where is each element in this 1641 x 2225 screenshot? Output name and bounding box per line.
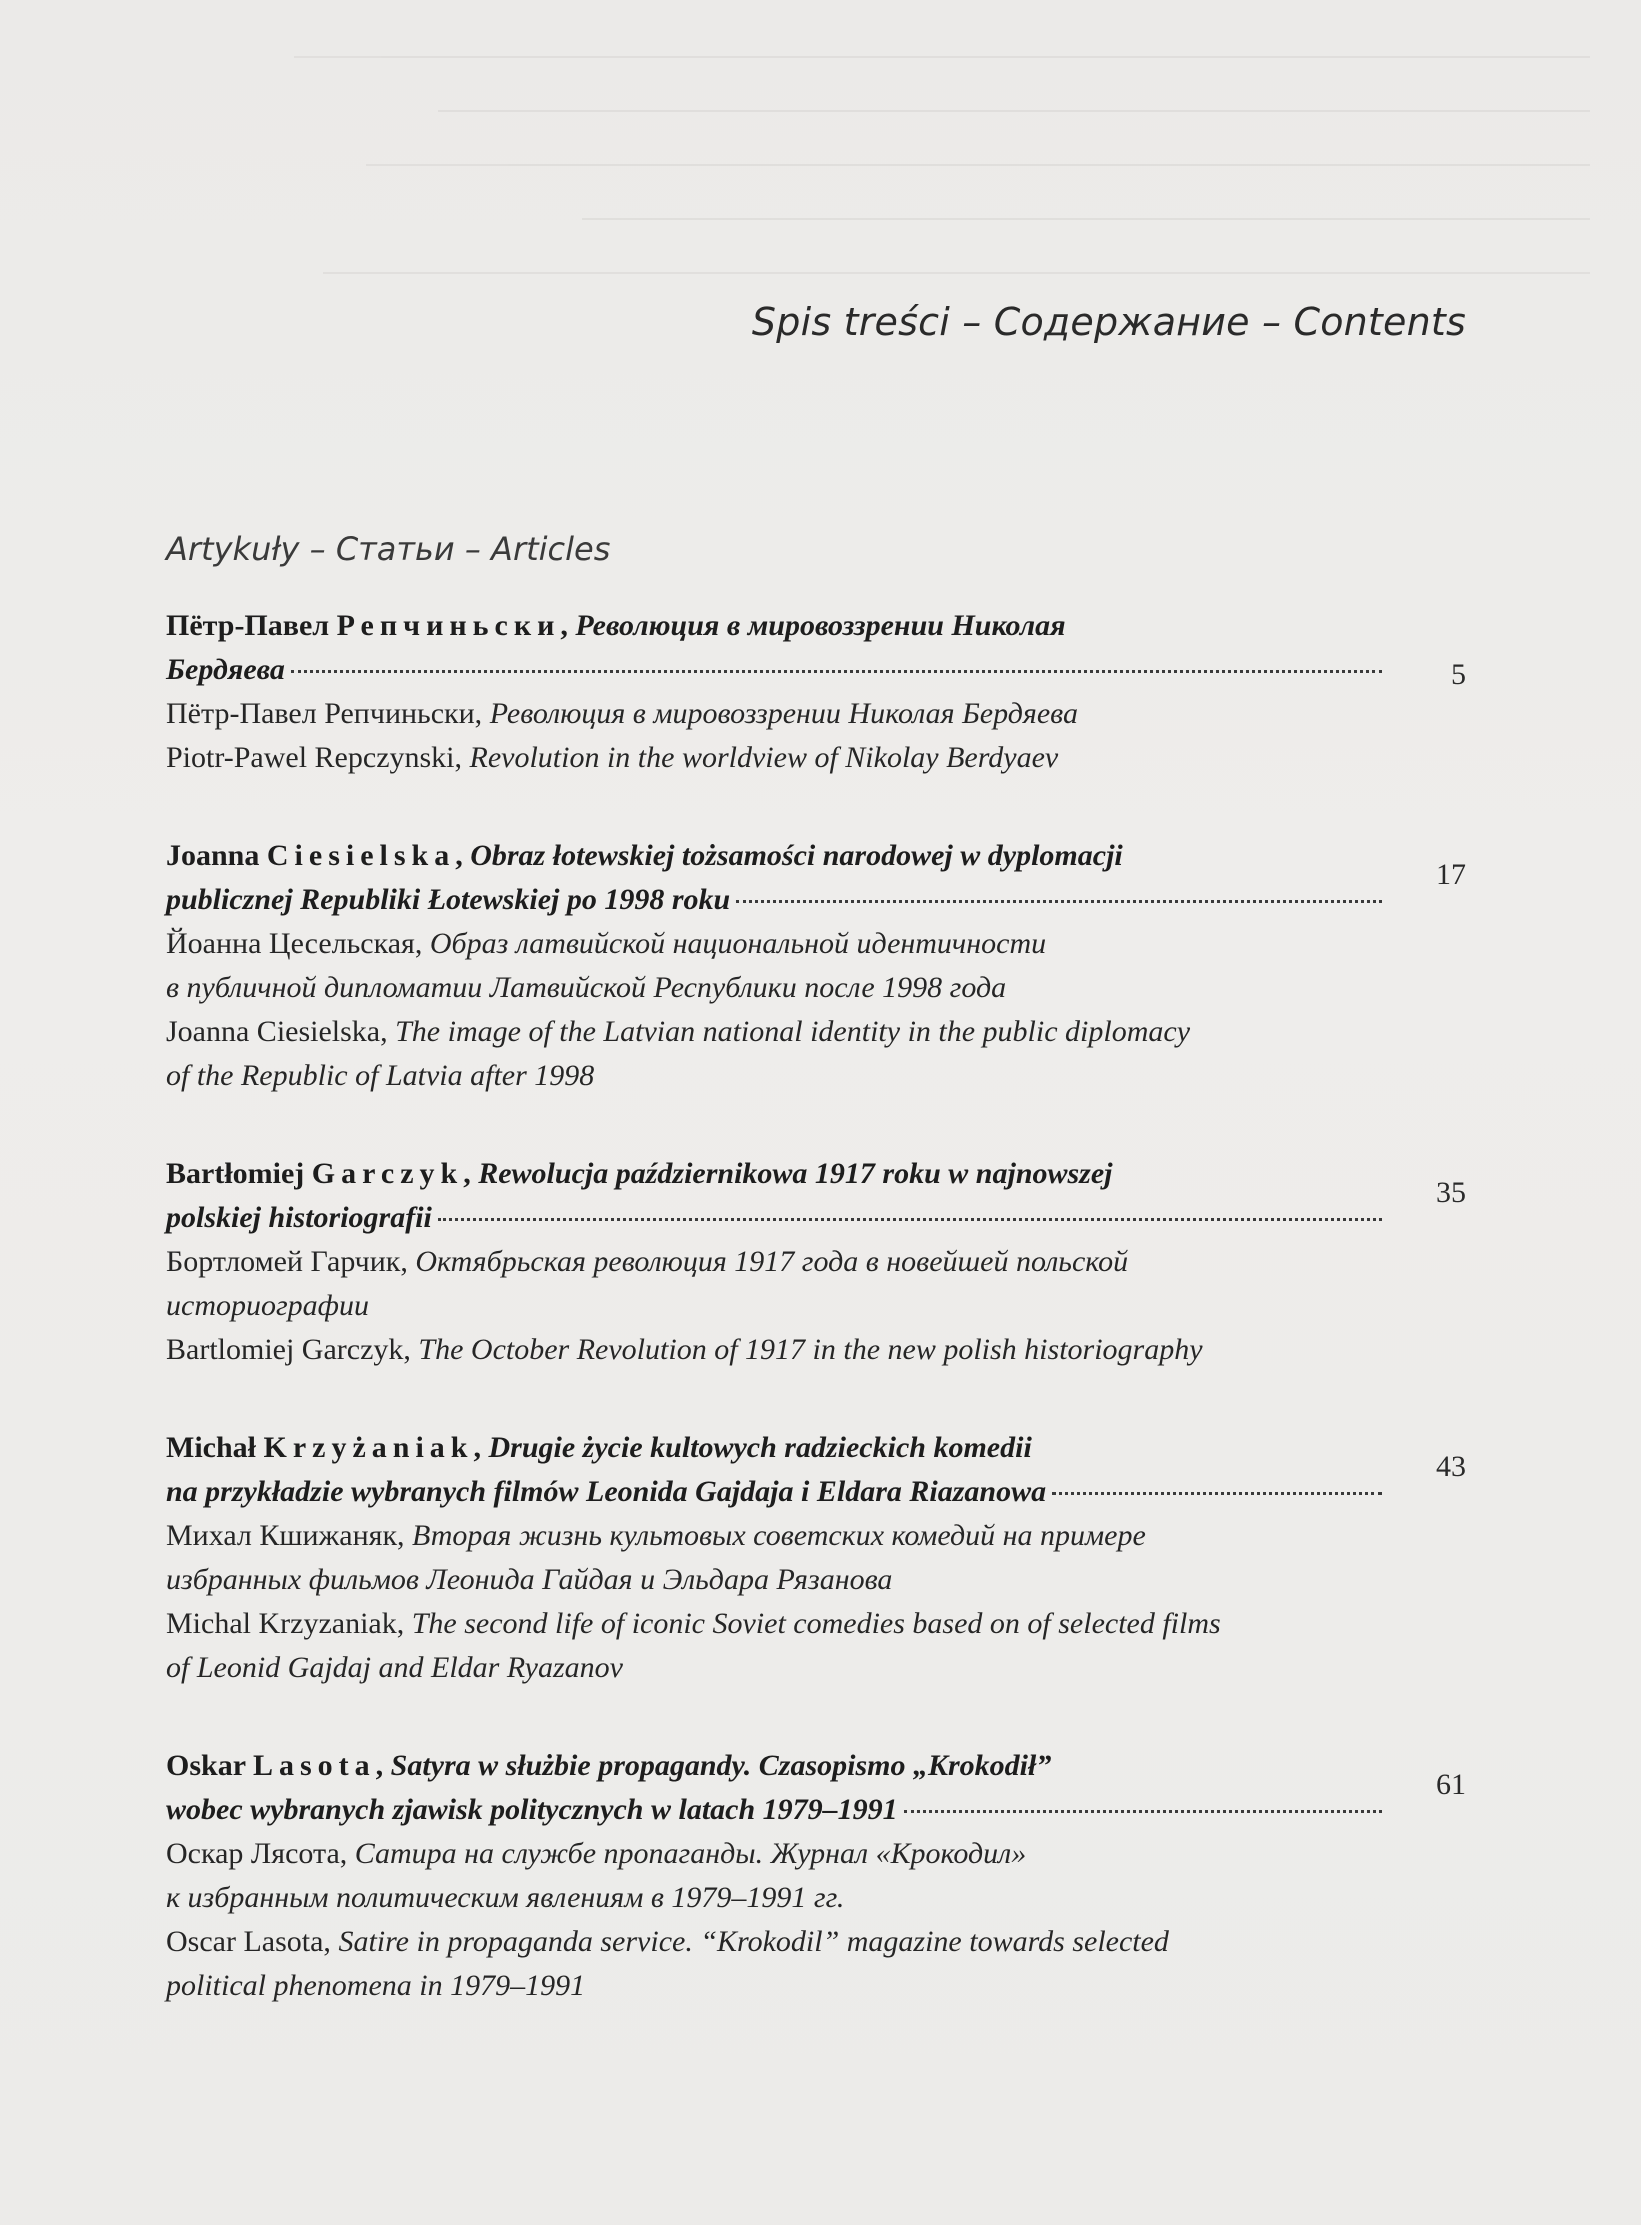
dot-leader — [438, 1218, 1382, 1221]
entry-title-line-2: wobec wybranych zjawisk politycznych w latach 1979–1991 — [166, 1793, 898, 1826]
translation-en: Piotr-Pawel Repczynski, Revolution in the worldview of Nikolay Berdyaev — [166, 741, 1059, 774]
entry-title-line-2: publicznej Republiki Łotewskiej po 1998 roku — [166, 883, 731, 916]
entry-title-line-1: Drugie życie kultowych radzieckich komedii — [488, 1431, 1032, 1464]
translation-ru: Оскар Лясота, Сатира на службе пропаганды. Журнал «Крокодил» — [166, 1837, 1027, 1870]
author-first: Пётр-Павел — [166, 609, 337, 642]
author-last: Lasota — [252, 1749, 376, 1782]
translation-ru: Бортломей Гарчик, Октябрьская революция 1917 года в новейшей польской — [166, 1245, 1129, 1278]
entry-heading: Joanna Ciesielska, Obraz łotewskiej tożsamości narodowej w dyplomacji — [166, 839, 1123, 872]
toc-entry[interactable] — [166, 1426, 1466, 1690]
author-last: Репчиньски — [336, 609, 561, 642]
entry-heading: Oskar Lasota, Satyra w służbie propagandy. Czasopismo „Krokodił” — [166, 1749, 1052, 1782]
translation-ru-line-2: историографии — [166, 1289, 369, 1322]
translation-en-line-2: of Leonid Gajdaj and Eldar Ryazanov — [166, 1651, 623, 1684]
section-heading: Artykuły – Статьи – Articles — [166, 530, 611, 568]
translation-en: Bartlomiej Garczyk, The October Revolution of 1917 in the new polish historiography — [166, 1333, 1203, 1366]
page-number: 17 — [1436, 858, 1466, 891]
page-number: 61 — [1436, 1768, 1466, 1801]
entry-title-line-2: polskiej historiografii — [166, 1201, 432, 1234]
translation-ru: Пётр-Павел Репчиньски, Революция в мировоззрении Николая Бердяева — [166, 697, 1078, 730]
author-first: Oskar — [166, 1749, 253, 1782]
toc-entry[interactable] — [166, 834, 1466, 1098]
entry-title-line-1: Satyra w służbie propagandy. Czasopismo „Krokodił” — [390, 1749, 1052, 1782]
entry-heading: Bartłomiej Garczyk, Rewolucja październikowa 1917 roku w najnowszej — [166, 1157, 1113, 1190]
translation-ru: Йоанна Цесельская, Образ латвийской национальной идентичности — [166, 927, 1047, 960]
entry-title-line-1: Obraz łotewskiej tożsamości narodowej w dyplomacji — [470, 839, 1123, 872]
translation-ru: Михал Кшижаняк, Вторая жизнь культовых советских комедий на примере — [166, 1519, 1146, 1552]
toc-entry[interactable] — [166, 1744, 1466, 2008]
translation-ru-line-2: в публичной дипломатии Латвийской Республики после 1998 года — [166, 971, 1007, 1004]
dot-leader — [736, 900, 1382, 903]
page-number: 43 — [1436, 1450, 1466, 1483]
dot-leader — [291, 670, 1382, 673]
entry-title-line-2: na przykładzie wybranych filmów Leonida Gajdaja i Eldara Riazanowa — [166, 1475, 1047, 1508]
dot-leader — [904, 1810, 1382, 1813]
translation-en: Joanna Ciesielska, The image of the Latvian national identity in the public diplomacy — [166, 1015, 1191, 1048]
author-first: Bartłomiej — [166, 1157, 312, 1190]
bleed-through-texture — [150, 20, 1590, 500]
author-first: Michał — [166, 1431, 264, 1464]
translation-en-line-2: of the Republic of Latvia after 1998 — [166, 1059, 595, 1092]
page-number: 35 — [1436, 1176, 1466, 1209]
entry-title-line-1: Революция в мировоззрении Николая — [575, 609, 1066, 642]
toc-entry[interactable] — [166, 604, 1466, 780]
translation-en: Oscar Lasota, Satire in propaganda service. “Krokodil” magazine towards selected — [166, 1925, 1169, 1958]
author-last: Ciesielska — [266, 839, 456, 872]
author-first: Joanna — [166, 839, 267, 872]
translation-ru-line-2: к избранным политическим явлениям в 1979–1991 гг. — [166, 1881, 845, 1914]
translation-ru-line-2: избранных фильмов Леонида Гайдая и Эльдара Рязанова — [166, 1563, 893, 1596]
entry-title-line-1: Rewolucja październikowa 1917 roku w najnowszej — [478, 1157, 1113, 1190]
author-last: Krzyżaniak — [263, 1431, 474, 1464]
toc-list — [166, 604, 1466, 2008]
author-last: Garczyk — [311, 1157, 464, 1190]
page-number: 5 — [1451, 658, 1466, 691]
translation-en: Michal Krzyzaniak, The second life of iconic Soviet comedies based on of selected films — [166, 1607, 1221, 1640]
translation-en-line-2: political phenomena in 1979–1991 — [166, 1969, 586, 2002]
entry-heading: Пётр-Павел Репчиньски, Революция в мировоззрении Николая — [166, 609, 1066, 642]
entry-title-line-2: Бердяева — [166, 653, 285, 686]
page-title: Spis treści – Содержание – Contents — [751, 300, 1466, 344]
toc-entry[interactable] — [166, 1152, 1466, 1372]
dot-leader — [1052, 1492, 1382, 1495]
entry-heading: Michał Krzyżaniak, Drugie życie kultowych radzieckich komedii — [166, 1431, 1032, 1464]
